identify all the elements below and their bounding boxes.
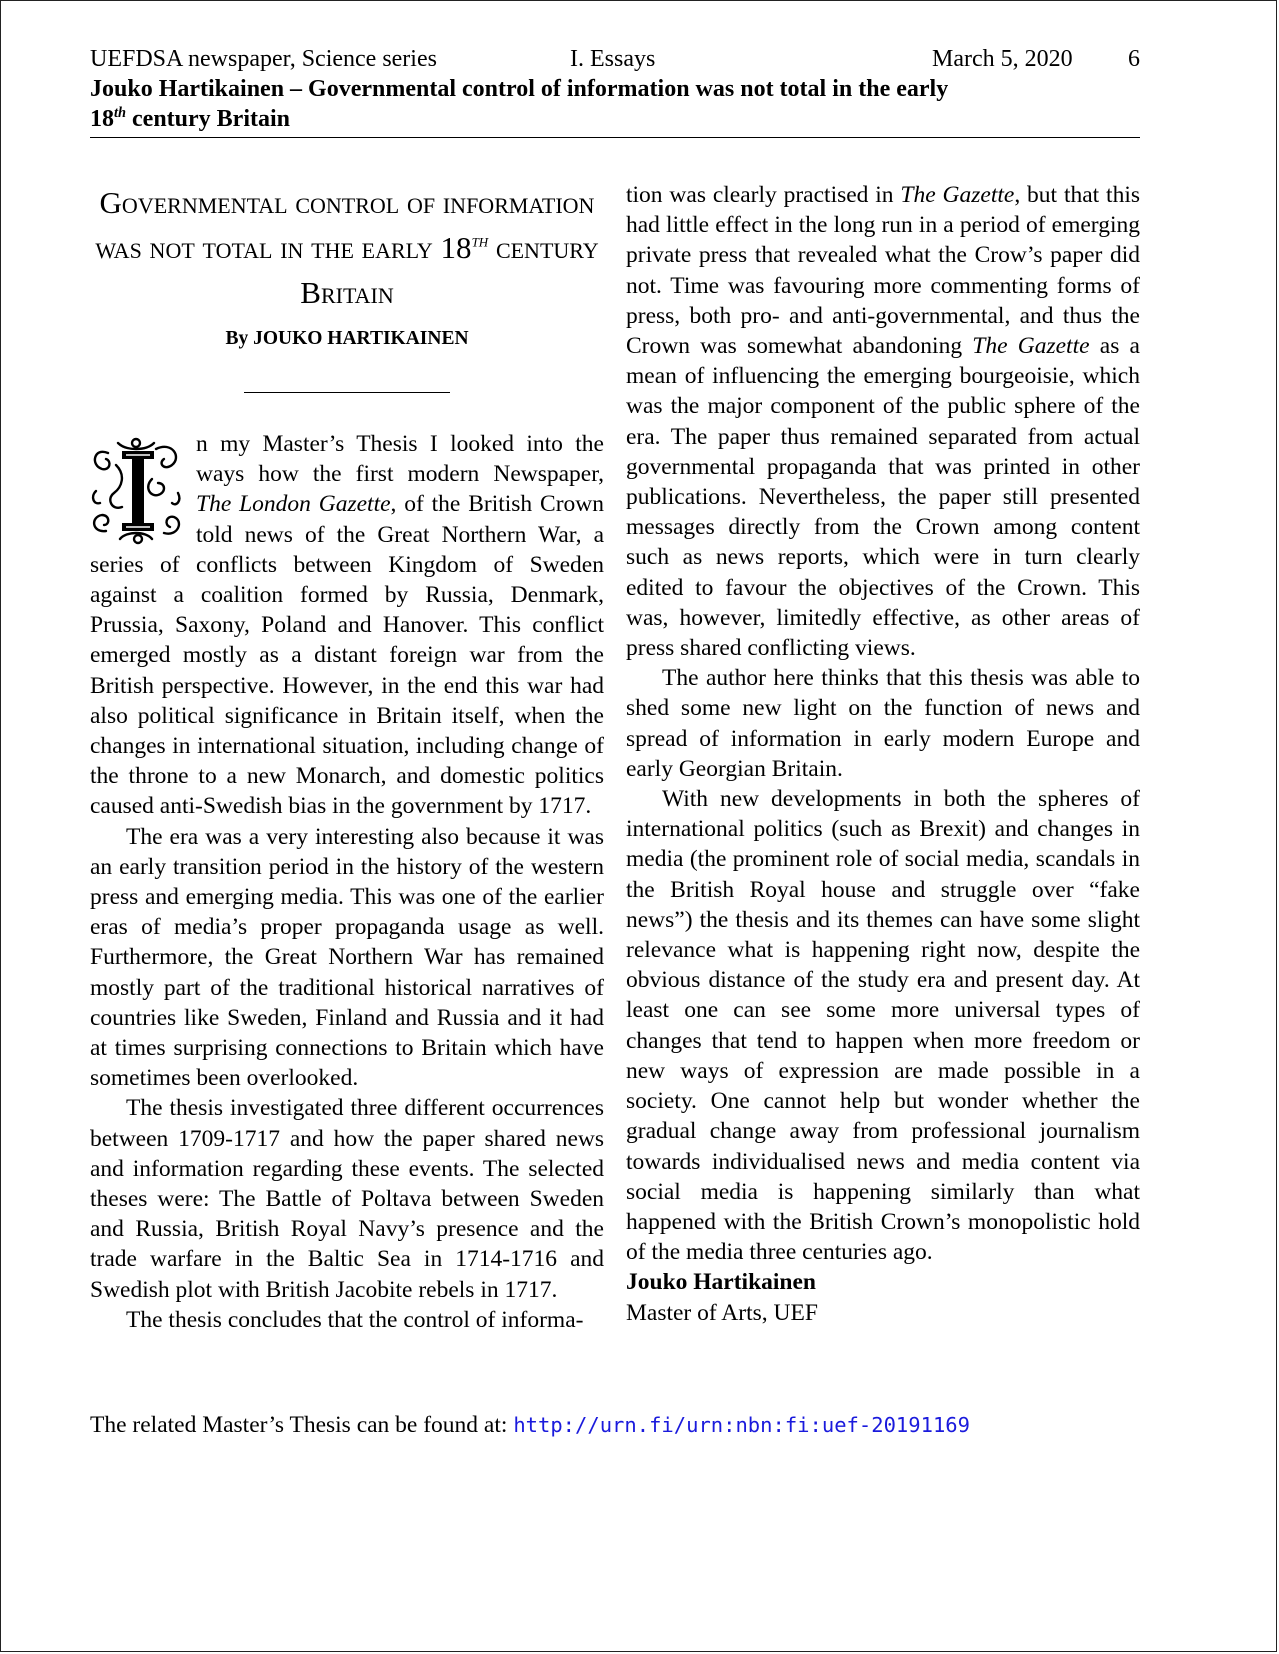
thesis-link-note: The related Master’s Thesis can be found at: http://urn.fi/urn:nbn:fi:uef-20191169 xyxy=(90,1412,970,1438)
running-title: Jouko Hartikainen – Governmental control of information was not total in the early 18th century Britain xyxy=(90,76,949,132)
section-label: I. Essays xyxy=(570,46,656,72)
author-name: Jouko Hartikainen xyxy=(626,1269,816,1296)
paragraph-2: The era was a very interesting also because it was an early transition period in the history of the western press and emerging media. This was one of the earlier eras of media’s proper propaganda usage as well. Furthermore, the Great Northern War has remained mostly part of the traditional historical narratives of countries like Sweden, Finland and Russia and it had at times surprising connections to Britain which have sometimes been overlooked. xyxy=(90,823,604,1092)
publication-name: The London Gazette xyxy=(196,491,391,518)
paragraph-5: The author here thinks that this thesis was able to shed some new light on the function of news and spread of information in early modern Europe and early Georgian Britain. xyxy=(626,665,1140,782)
series-label: UEFDSA newspaper, Science series xyxy=(90,46,437,72)
paragraph-4-continued: tion was clearly practised in The Gazette, but that this had little effect in the long run in a period of emerging private press that revealed what the Crow’s paper did not. Time was favouring more commenting forms of press, both pro- and anti-governmental, and thus the Crown was somewhat abandoning The Gazette as a mean of influencing the emerging bourgeoisie, which was the major component of the public sphere of the era. The paper thus remained separated from actual governmental propaganda that was printed in other publications. Nevertheless, the paper still presented messages directly from the Crown among content such as news reports, which were in turn clearly edited to favour the objectives of the Crown. This was, however, limitedly effective, as other areas of press shared conflicting views. xyxy=(626,182,1140,662)
paragraph-1: n my Master’s Thesis I looked into the ways how the first modern Newspaper, The London Gazette, of the British Crown told news of the Great Northern War, a series of conflicts between Kingdom of Sweden against a coalition formed by Russia, Denmark, Prussia, Saxony, Poland and Hanover. This conflict emerged mostly as a distant foreign war from the British perspective. However, in the end this war had also political significance in Britain itself, when the changes in international situation, including change of the throne to a new Monarch, and domestic politics caused anti-Swedish bias in the government by 1717. xyxy=(90,429,604,822)
issue-date: March 5, 2020 xyxy=(932,46,1073,72)
left-column xyxy=(90,180,604,1335)
ornamental-initial-i-icon xyxy=(86,435,186,547)
header-rule xyxy=(90,137,1140,138)
paragraph-3: The thesis investigated three different occurrences between 1709-1717 and how the paper shared news and information regarding these events. The selected theses were: The Battle of Poltava between Sweden and Russia, British Royal Navy’s presence and the trade warfare in the Baltic Sea in 1714-1716 and Swedish plot with British Jacobite rebels in 1717. xyxy=(90,1095,604,1303)
byline-rule xyxy=(244,392,450,393)
author-title: Master of Arts, UEF xyxy=(626,1299,818,1326)
article-title: Governmental control of information was not total in the early 18th century Britain xyxy=(95,185,599,310)
right-column xyxy=(626,180,1140,1328)
page-number: 6 xyxy=(1128,46,1140,72)
paragraph-4-start: The thesis concludes that the control of informa- xyxy=(126,1306,584,1333)
thesis-url-link[interactable]: http://urn.fi/urn:nbn:fi:uef-20191169 xyxy=(513,1413,970,1437)
paragraph-6: With new developments in both the spheres of international politics (such as Brexit) and changes in media (the prominent role of social media, scandals in the British Royal house and struggle over “fake news”) the thesis and its themes can have some slight relevance what is happening right now, despite the obvious distance of the study era and present day. At least one can see some more universal types of changes that tend to happen when more freedom or new ways of expression are made possible in a society. One cannot help but wonder whether the gradual change away from professional journalism towards individualised news and media content via social media is happening similarly than what happened with the British Crown’s monopolistic hold of the media three centuries ago. xyxy=(626,786,1140,1266)
byline: By JOUKO HARTIKAINEN xyxy=(225,328,469,349)
running-head xyxy=(90,44,1140,74)
